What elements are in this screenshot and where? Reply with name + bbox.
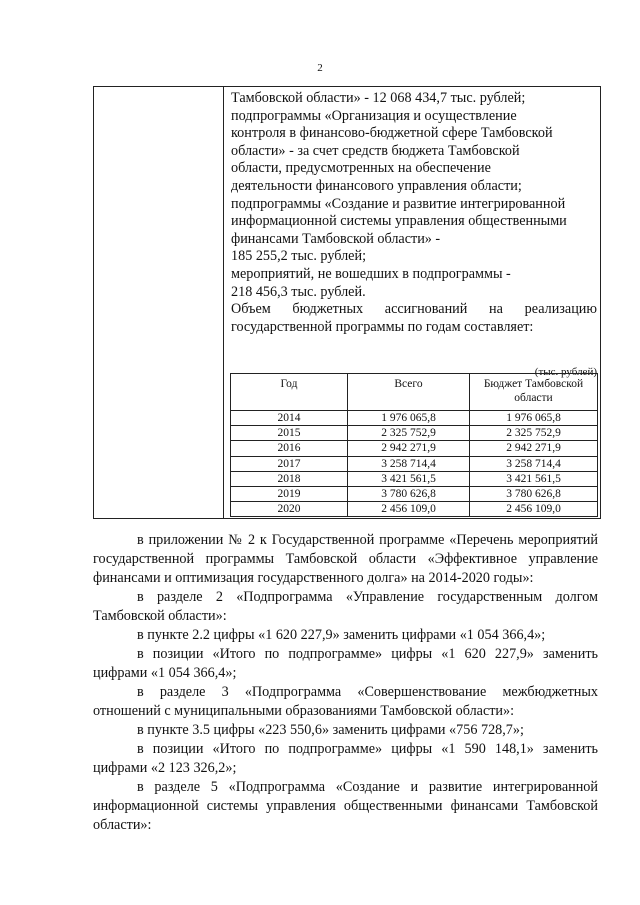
table-row [231,441,598,456]
program-passport-table [93,86,601,519]
text-line: подпрограммы «Организация и осуществление [231,107,517,124]
text-line: области, предусмотренных на обеспечение [231,160,491,177]
text-line: 218 456,3 тыс. рублей. [231,283,366,300]
paragraph: в разделе 2 «Подпрограмма «Управление государственным долгом Тамбовской области»: [93,589,598,624]
cell-budget: 3 258 714,4 [470,456,598,471]
text-line: мероприятий, не вошедших в подпрограммы - [231,265,511,282]
text-line: Тамбовской области» - 12 068 434,7 тыс. рублей; [231,90,526,106]
cell-year: 2018 [231,471,348,486]
cell-total: 3 258 714,4 [348,456,470,471]
table-row [231,471,598,486]
cell-budget: 2 942 271,9 [470,441,598,456]
header-total: Всего [348,374,470,411]
cell-total: 2 325 752,9 [348,426,470,441]
text-line: информационной системы управления общественными [231,213,567,230]
table-row [231,456,598,471]
cell-budget: 1 976 065,8 [470,411,598,426]
cell-year: 2016 [231,441,348,456]
paragraph: в разделе 3 «Подпрограмма «Совершенствование межбюджетных отношений с муниципальными образованиями Тамбовской области»: [93,684,598,719]
paragraph: в разделе 5 «Подпрограмма «Создание и развитие интегрированной информационной системы управления общественными финансами Тамбовской области»: [93,779,598,833]
text-line: контроля в финансово-бюджетной сфере Тамбовской [231,125,553,142]
cell-budget: 2 456 109,0 [470,502,598,517]
cell-year: 2015 [231,426,348,441]
page-number: 2 [317,62,323,74]
cell-total: 1 976 065,8 [348,411,470,426]
header-regional-budget: Бюджет Тамбовской области [470,374,598,411]
paragraph: в приложении № 2 к Государственной программе «Перечень мероприятий государственной программы Тамбовской области «Эффективное управление финансами и оптимизация государственного долга» на 2014-2020 годы»: [93,532,598,586]
text-line: 185 255,2 тыс. рублей; [231,248,367,265]
cell-budget: 2 325 752,9 [470,426,598,441]
paragraph: в пункте 3.5 цифры «223 550,6» заменить цифрами «756 728,7»; [137,722,524,738]
units-note: (тыс. рублей) [534,366,597,378]
paragraph: в позиции «Итого по подпрограмме» цифры «1 620 227,9» заменить цифрами «1 054 366,4»; [93,646,598,681]
cell-year: 2017 [231,456,348,471]
cell-total: 3 421 561,5 [348,471,470,486]
text-line: подпрограммы «Создание и развитие интегрированной [231,195,566,212]
yearly-funding-table [230,373,598,517]
table-row [231,486,598,501]
table-row [231,426,598,441]
text-line: области» - за счет средств бюджета Тамбовской [231,142,520,159]
table-row [231,502,598,517]
cell-total: 2 942 271,9 [348,441,470,456]
header-year: Год [231,374,348,411]
amendment-text [93,531,598,835]
text-line: государственной программы по годам составляет: [231,318,534,335]
cell-year: 2020 [231,502,348,517]
text-line: деятельности финансового управления области; [231,177,522,194]
table-row [231,411,598,426]
text-line: Объем бюджетных ассигнований на реализацию [231,301,597,318]
cell-year: 2014 [231,411,348,426]
paragraph: в пункте 2.2 цифры «1 620 227,9» заменить цифрами «1 054 366,4»; [137,627,546,643]
cell-budget: 3 421 561,5 [470,471,598,486]
column-divider [223,87,224,518]
table-header-row [231,374,598,411]
funding-text-cell [231,90,597,378]
text-line: финансами Тамбовской области» - [231,230,441,247]
cell-total: 2 456 109,0 [348,502,470,517]
paragraph: в позиции «Итого по подпрограмме» цифры «1 590 148,1» заменить цифрами «2 123 326,2»; [93,741,598,776]
cell-total: 3 780 626,8 [348,486,470,501]
cell-year: 2019 [231,486,348,501]
cell-budget: 3 780 626,8 [470,486,598,501]
